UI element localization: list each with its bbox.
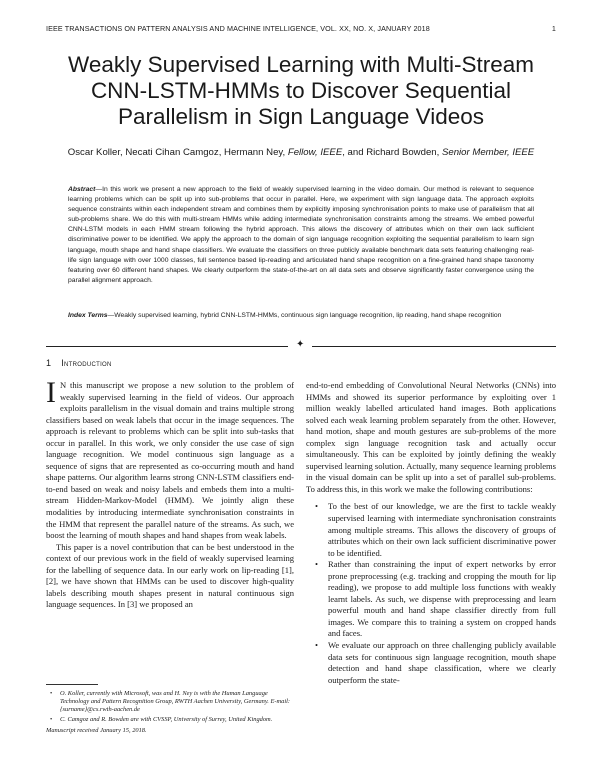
title-line: CNN-LSTM-HMMs to Discover Sequential <box>90 78 512 103</box>
paper-title <box>46 52 556 130</box>
footnote-rule <box>46 684 98 685</box>
intro-paragraph-2: This paper is a novel contribution that can be best understood in the context of our previous work in the field of weakly supervised learning for the labelling of sequence data. In our early work on lip-reading [1], [2], we have shown that HMMs can be used to discover high-quality labels describing mouth shapes present in natural continuous sign language sequences. In [3] we proposed an <box>46 541 294 610</box>
journal-header: IEEE TRANSACTIONS ON PATTERN ANALYSIS AND MACHINE INTELLIGENCE, VOL. XX, NO. X, JANUARY 2018 <box>46 24 430 33</box>
footnote-text: C. Camgoz and R. Bowden are with CVSSP, University of Surrey, United Kingdom. <box>60 715 273 723</box>
intro-paragraph-1 <box>46 376 294 542</box>
first-word-rest: N <box>60 380 67 390</box>
abstract-text: —In this work we present a new approach to the field of weakly supervised learning in the video domain. Our method is relevant to sequence learning problems which can be split up into sub-problems that occur in parallel. Here, we experiment with sign language data. The approach exploits sequence constraints within each independent stream and combines them by explicitly imposing synchronisation points to make use of parallelism that all sub-problems share. We do this with multi-stream HMMs while adding intermediate synchronisation constraints among the streams. We embed powerful CNN-LSTM models in each HMM stream following the hybrid approach. This allows the discovery of attributes which on their own lack sufficient discriminative power to be identified. We apply the approach to the domain of sign language recognition exploiting the sequential parallelism to learn sign language, mouth shape and hand shape classifiers. We evaluate the classifiers on three publicly available benchmark data sets featuring challenging real-life sign language with over 1000 classes, full sentence based lip-reading and articulated hand shape recognition on a fine-grained hand shape taxonomy featuring over 60 different hand shapes. We clearly outperform the state-of-the-art on all data sets and observe significantly faster convergence using the parallel alignment approach. <box>68 186 534 284</box>
abstract-label: Abstract <box>68 186 96 193</box>
index-terms-label: Index Terms <box>68 312 108 319</box>
title-line: Parallelism in Sign Language Videos <box>117 104 485 129</box>
right-column <box>306 380 556 686</box>
author-names-continued: , and Richard Bowden, <box>342 147 442 158</box>
author-fellow-title: Fellow, IEEE <box>287 147 343 158</box>
section-title: Introduction <box>61 358 112 368</box>
contribution-list <box>306 501 556 686</box>
index-terms <box>68 311 534 321</box>
list-item-text: Rather than constraining the input of expert networks by error prone preprocessing (e.g. tracking and cropping the mouth for lip reading), we propose to add multiple loss functions with weakly learnt labels. As such, we dispense with preprocessing and learn powerful mouth and hand shape classifier directly from full images. We compare this to training a system on cropped hands and faces. <box>328 559 556 639</box>
footnote-item <box>46 690 294 715</box>
list-item <box>306 559 556 640</box>
list-item-text: To the best of our knowledge, we are the first to tackle weakly supervised learning with intermediate synchronisation constraints among multiple streams. This allows the discovery of groups of attributes which on their own lack sufficient discriminative power to be identified. <box>328 501 556 558</box>
list-item-text: We evaluate our approach on three challenging publicly available data sets for continuous sign language recognition, mouth shape detection and hand shape classification, where we clearly outperform the state- <box>328 640 556 685</box>
list-item <box>306 501 556 559</box>
drop-cap: I <box>46 376 56 409</box>
bullet-icon: • <box>315 501 318 512</box>
running-head <box>46 24 556 33</box>
title-line: Weakly Supervised Learning with Multi-Stream <box>67 52 535 77</box>
page-number: 1 <box>551 24 556 33</box>
author-list <box>60 146 542 160</box>
abstract <box>68 185 534 286</box>
left-column <box>46 376 294 611</box>
section-heading <box>46 358 112 368</box>
footnote-item <box>46 716 294 724</box>
bullet-icon: • <box>315 640 318 651</box>
author-names: Oscar Koller, Necati Cihan Camgoz, Hermann Ney, <box>67 147 288 158</box>
footnote-text: O. Koller, currently with Microsoft, was and H. Ney is with the Human Language Technology and Pattern Recognition Group, RWTH Aachen University, Germany. E-mail: {surname}@cs.rwth-aachen.de <box>60 690 291 714</box>
bullet-icon: • <box>315 559 318 570</box>
index-terms-text: —Weakly supervised learning, hybrid CNN-LSTM-HMMs, continuous sign language recognition, lip reading, hand shape recognition <box>107 312 502 319</box>
bullet-icon: • <box>50 715 53 723</box>
section-number: 1 <box>46 358 52 368</box>
bullet-icon: • <box>50 690 53 697</box>
intro-paragraph-3: end-to-end embedding of Convolutional Neural Networks (CNNs) into HMMs and showed its superior performance by exploiting over 1 million weakly labelled articulated hand images. Both applications solved each weak learning problem separately from the other. However, hand motion, shape and mouth gestures are sub-problems of the more complex sign language recognition task and actually occur simultaneously. This can be exploited by jointly defining the weakly supervised learning solution. Actually, many sequence learning problems in the visual domain can be split up into a set of parallel sub-problems. To address this, in this work we make the following contributions: <box>306 380 556 494</box>
divider-line-right <box>312 346 556 347</box>
footnotes <box>46 684 294 735</box>
divider-diamond-icon: ✦ <box>296 339 305 350</box>
list-item <box>306 640 556 686</box>
section-divider <box>46 341 556 351</box>
paragraph-text: this manuscript we propose a new solution to the problem of weakly supervised learning in the field of videos. Our approach exploits parallelism in the visual domain and trains multiple strong classifiers based on weak labels that occur in the image sequences. The approach is relevant to problems which can be split into sub-tasks that occur in parallel. In this work, we only consider the use case of sign language recognition. We model continuous sign language as a sequence of signs that are represented as co-occurring mouth and hand shape patterns. Our algorithm learns strong CNN-LSTM classifiers end-to-end based on weak and noisy labels and embeds them into a multi-stream Hidden-Markov-Model (HMM). We jointly align these modalities by introducing intermediate synchronisation constraints in the HMM that represent the parallel nature of the streams. As such, we boost the learning of mouth shapes and hand shapes from weak labels. <box>46 380 294 541</box>
divider-line-left <box>46 346 288 347</box>
manuscript-received: Manuscript received January 15, 2018. <box>46 726 147 734</box>
author-senior-title: Senior Member, IEEE <box>441 147 535 158</box>
